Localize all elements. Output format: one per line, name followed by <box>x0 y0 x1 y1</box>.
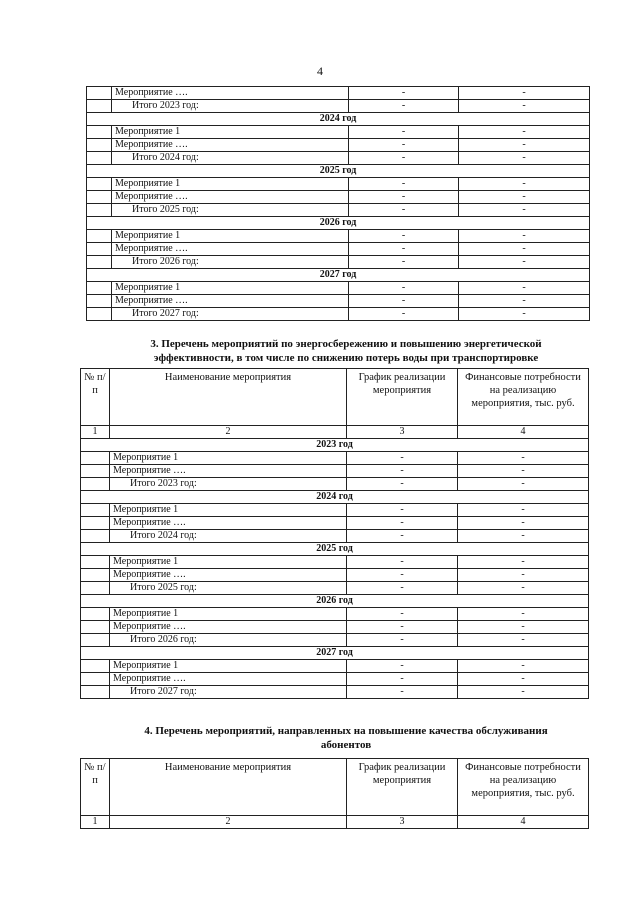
total-label: Итого 2027 год: <box>112 308 349 321</box>
total-row <box>81 478 589 491</box>
schedule-value: - <box>349 191 459 204</box>
finance-value: - <box>459 295 590 308</box>
measure-name: Мероприятие …. <box>110 621 347 634</box>
measure-row <box>87 230 590 243</box>
measure-row <box>87 282 590 295</box>
measure-name: Мероприятие 1 <box>110 452 347 465</box>
row-number <box>81 608 110 621</box>
row-number <box>87 308 112 321</box>
header-schedule: График реализации мероприятия <box>347 369 458 426</box>
total-label: Итого 2023 год: <box>110 478 347 491</box>
total-row <box>81 686 589 699</box>
year-label: 2027 год <box>87 269 590 282</box>
schedule-value: - <box>349 282 459 295</box>
measure-name: Мероприятие 1 <box>112 282 349 295</box>
measure-name: Мероприятие 1 <box>112 178 349 191</box>
total-label: Итого 2026 год: <box>112 256 349 269</box>
col-number-2: 2 <box>110 426 347 439</box>
year-row <box>87 269 590 282</box>
measures-table-continued <box>86 86 590 321</box>
measure-name: Мероприятие 1 <box>110 660 347 673</box>
total-row <box>87 308 590 321</box>
finance-value: - <box>458 504 589 517</box>
header-name: Наименование мероприятия <box>110 369 347 426</box>
total-label: Итого 2024 год: <box>110 530 347 543</box>
page-number: 4 <box>317 64 323 78</box>
schedule-value: - <box>349 204 459 217</box>
year-row <box>87 217 590 230</box>
measure-row <box>81 556 589 569</box>
finance-value: - <box>458 556 589 569</box>
finance-value: - <box>458 452 589 465</box>
total-label: Итого 2023 год: <box>112 100 349 113</box>
row-number <box>81 582 110 595</box>
schedule-value: - <box>347 582 458 595</box>
service-quality-table <box>80 758 589 829</box>
col-number-4: 4 <box>458 816 589 829</box>
measure-row <box>87 243 590 256</box>
total-row <box>87 256 590 269</box>
measure-row <box>81 569 589 582</box>
year-label: 2024 год <box>87 113 590 126</box>
finance-value: - <box>458 530 589 543</box>
year-row <box>87 113 590 126</box>
measure-name: Мероприятие …. <box>110 465 347 478</box>
measure-name: Мероприятие 1 <box>110 556 347 569</box>
year-label: 2025 год <box>87 165 590 178</box>
section-3-title-line1: 3. Перечень мероприятий по энергосбережению и повышению энергетической <box>150 338 542 350</box>
year-label: 2027 год <box>81 647 589 660</box>
row-number <box>87 139 112 152</box>
finance-value: - <box>459 243 590 256</box>
schedule-value: - <box>349 308 459 321</box>
finance-value: - <box>458 582 589 595</box>
schedule-value: - <box>347 478 458 491</box>
measure-name: Мероприятие …. <box>110 569 347 582</box>
measure-row <box>81 673 589 686</box>
total-row <box>87 100 590 113</box>
row-number <box>81 556 110 569</box>
finance-value: - <box>458 608 589 621</box>
table-header-row <box>81 759 589 816</box>
schedule-value: - <box>349 295 459 308</box>
measure-row <box>81 517 589 530</box>
schedule-value: - <box>347 517 458 530</box>
total-label: Итого 2026 год: <box>110 634 347 647</box>
total-label: Итого 2025 год: <box>112 204 349 217</box>
row-number <box>87 282 112 295</box>
measure-name: Мероприятие 1 <box>112 126 349 139</box>
finance-value: - <box>459 308 590 321</box>
measure-row <box>87 139 590 152</box>
measure-name: Мероприятие 1 <box>112 230 349 243</box>
finance-value: - <box>458 465 589 478</box>
total-label: Итого 2027 год: <box>110 686 347 699</box>
section-4-title-line1: 4. Перечень мероприятий, направленных на повышение качества обслуживания <box>144 725 548 737</box>
measure-name: Мероприятие …. <box>112 243 349 256</box>
schedule-value: - <box>349 139 459 152</box>
year-row <box>81 491 589 504</box>
total-row <box>81 582 589 595</box>
row-number <box>81 660 110 673</box>
schedule-value: - <box>347 634 458 647</box>
measure-row <box>87 126 590 139</box>
col-number-1: 1 <box>81 426 110 439</box>
schedule-value: - <box>347 465 458 478</box>
col-number-4: 4 <box>458 426 589 439</box>
year-row <box>81 595 589 608</box>
row-number <box>81 452 110 465</box>
row-number <box>87 152 112 165</box>
measure-row <box>87 191 590 204</box>
finance-value: - <box>459 256 590 269</box>
measure-name: Мероприятие …. <box>112 191 349 204</box>
row-number <box>81 465 110 478</box>
measure-row <box>81 465 589 478</box>
row-number <box>87 191 112 204</box>
row-number <box>81 504 110 517</box>
row-number <box>81 517 110 530</box>
schedule-value: - <box>347 686 458 699</box>
measure-name: Мероприятие …. <box>110 517 347 530</box>
header-name: Наименование мероприятия <box>110 759 347 816</box>
row-number <box>87 87 112 100</box>
schedule-value: - <box>347 504 458 517</box>
finance-value: - <box>459 126 590 139</box>
header-finance: Финансовые потребности на реализацию мероприятия, тыс. руб. <box>458 759 589 816</box>
measure-row <box>81 452 589 465</box>
row-number <box>87 126 112 139</box>
total-row <box>81 634 589 647</box>
schedule-value: - <box>349 243 459 256</box>
schedule-value: - <box>347 621 458 634</box>
schedule-value: - <box>347 569 458 582</box>
row-number <box>87 100 112 113</box>
finance-value: - <box>458 686 589 699</box>
col-number-1: 1 <box>81 816 110 829</box>
year-row <box>81 439 589 452</box>
row-number <box>87 204 112 217</box>
measure-name: Мероприятие …. <box>112 295 349 308</box>
year-label: 2025 год <box>81 543 589 556</box>
finance-value: - <box>458 673 589 686</box>
header-number: № п/п <box>81 759 110 816</box>
section-3-title-line2: эффективности, в том числе по снижению потерь воды при транспортировке <box>153 352 539 364</box>
table-header-row <box>81 369 589 426</box>
measure-row <box>87 178 590 191</box>
measure-row <box>81 504 589 517</box>
finance-value: - <box>459 152 590 165</box>
schedule-value: - <box>349 152 459 165</box>
section-3-title <box>86 337 606 365</box>
measure-name: Мероприятие 1 <box>110 504 347 517</box>
col-number-3: 3 <box>347 426 458 439</box>
row-number <box>87 256 112 269</box>
total-label: Итого 2024 год: <box>112 152 349 165</box>
finance-value: - <box>459 282 590 295</box>
finance-value: - <box>458 478 589 491</box>
header-finance: Финансовые потребности на реализацию мероприятия, тыс. руб. <box>458 369 589 426</box>
measure-name: Мероприятие …. <box>112 87 349 100</box>
finance-value: - <box>459 191 590 204</box>
row-number <box>81 673 110 686</box>
schedule-value: - <box>349 100 459 113</box>
measure-row <box>87 295 590 308</box>
finance-value: - <box>459 87 590 100</box>
section-4-title-line2: абонентов <box>320 739 372 751</box>
finance-value: - <box>458 634 589 647</box>
col-number-2: 2 <box>110 816 347 829</box>
measure-name: Мероприятие …. <box>112 139 349 152</box>
finance-value: - <box>459 230 590 243</box>
year-label: 2023 год <box>81 439 589 452</box>
measure-name: Мероприятие …. <box>110 673 347 686</box>
schedule-value: - <box>347 530 458 543</box>
finance-value: - <box>459 178 590 191</box>
schedule-value: - <box>349 178 459 191</box>
finance-value: - <box>459 139 590 152</box>
row-number <box>87 230 112 243</box>
total-row <box>81 530 589 543</box>
row-number <box>81 569 110 582</box>
row-number <box>87 295 112 308</box>
schedule-value: - <box>349 230 459 243</box>
total-row <box>87 204 590 217</box>
section-4-title <box>86 724 606 752</box>
measure-row <box>87 87 590 100</box>
col-number-3: 3 <box>347 816 458 829</box>
finance-value: - <box>458 660 589 673</box>
row-number <box>81 478 110 491</box>
schedule-value: - <box>347 452 458 465</box>
energy-efficiency-table <box>80 368 589 699</box>
year-row <box>81 543 589 556</box>
row-number <box>81 634 110 647</box>
year-row <box>81 647 589 660</box>
schedule-value: - <box>349 256 459 269</box>
total-label: Итого 2025 год: <box>110 582 347 595</box>
schedule-value: - <box>347 608 458 621</box>
year-row <box>87 165 590 178</box>
row-number <box>81 530 110 543</box>
finance-value: - <box>459 100 590 113</box>
row-number <box>81 621 110 634</box>
measure-name: Мероприятие 1 <box>110 608 347 621</box>
header-number: № п/п <box>81 369 110 426</box>
schedule-value: - <box>347 673 458 686</box>
row-number <box>87 243 112 256</box>
finance-value: - <box>459 204 590 217</box>
schedule-value: - <box>347 660 458 673</box>
column-numbers-row <box>81 426 589 439</box>
total-row <box>87 152 590 165</box>
schedule-value: - <box>349 87 459 100</box>
year-label: 2026 год <box>81 595 589 608</box>
row-number <box>81 686 110 699</box>
schedule-value: - <box>347 556 458 569</box>
year-label: 2026 год <box>87 217 590 230</box>
column-numbers-row <box>81 816 589 829</box>
finance-value: - <box>458 517 589 530</box>
year-label: 2024 год <box>81 491 589 504</box>
header-schedule: График реализации мероприятия <box>347 759 458 816</box>
schedule-value: - <box>349 126 459 139</box>
finance-value: - <box>458 621 589 634</box>
measure-row <box>81 608 589 621</box>
measure-row <box>81 660 589 673</box>
row-number <box>87 178 112 191</box>
measure-row <box>81 621 589 634</box>
finance-value: - <box>458 569 589 582</box>
